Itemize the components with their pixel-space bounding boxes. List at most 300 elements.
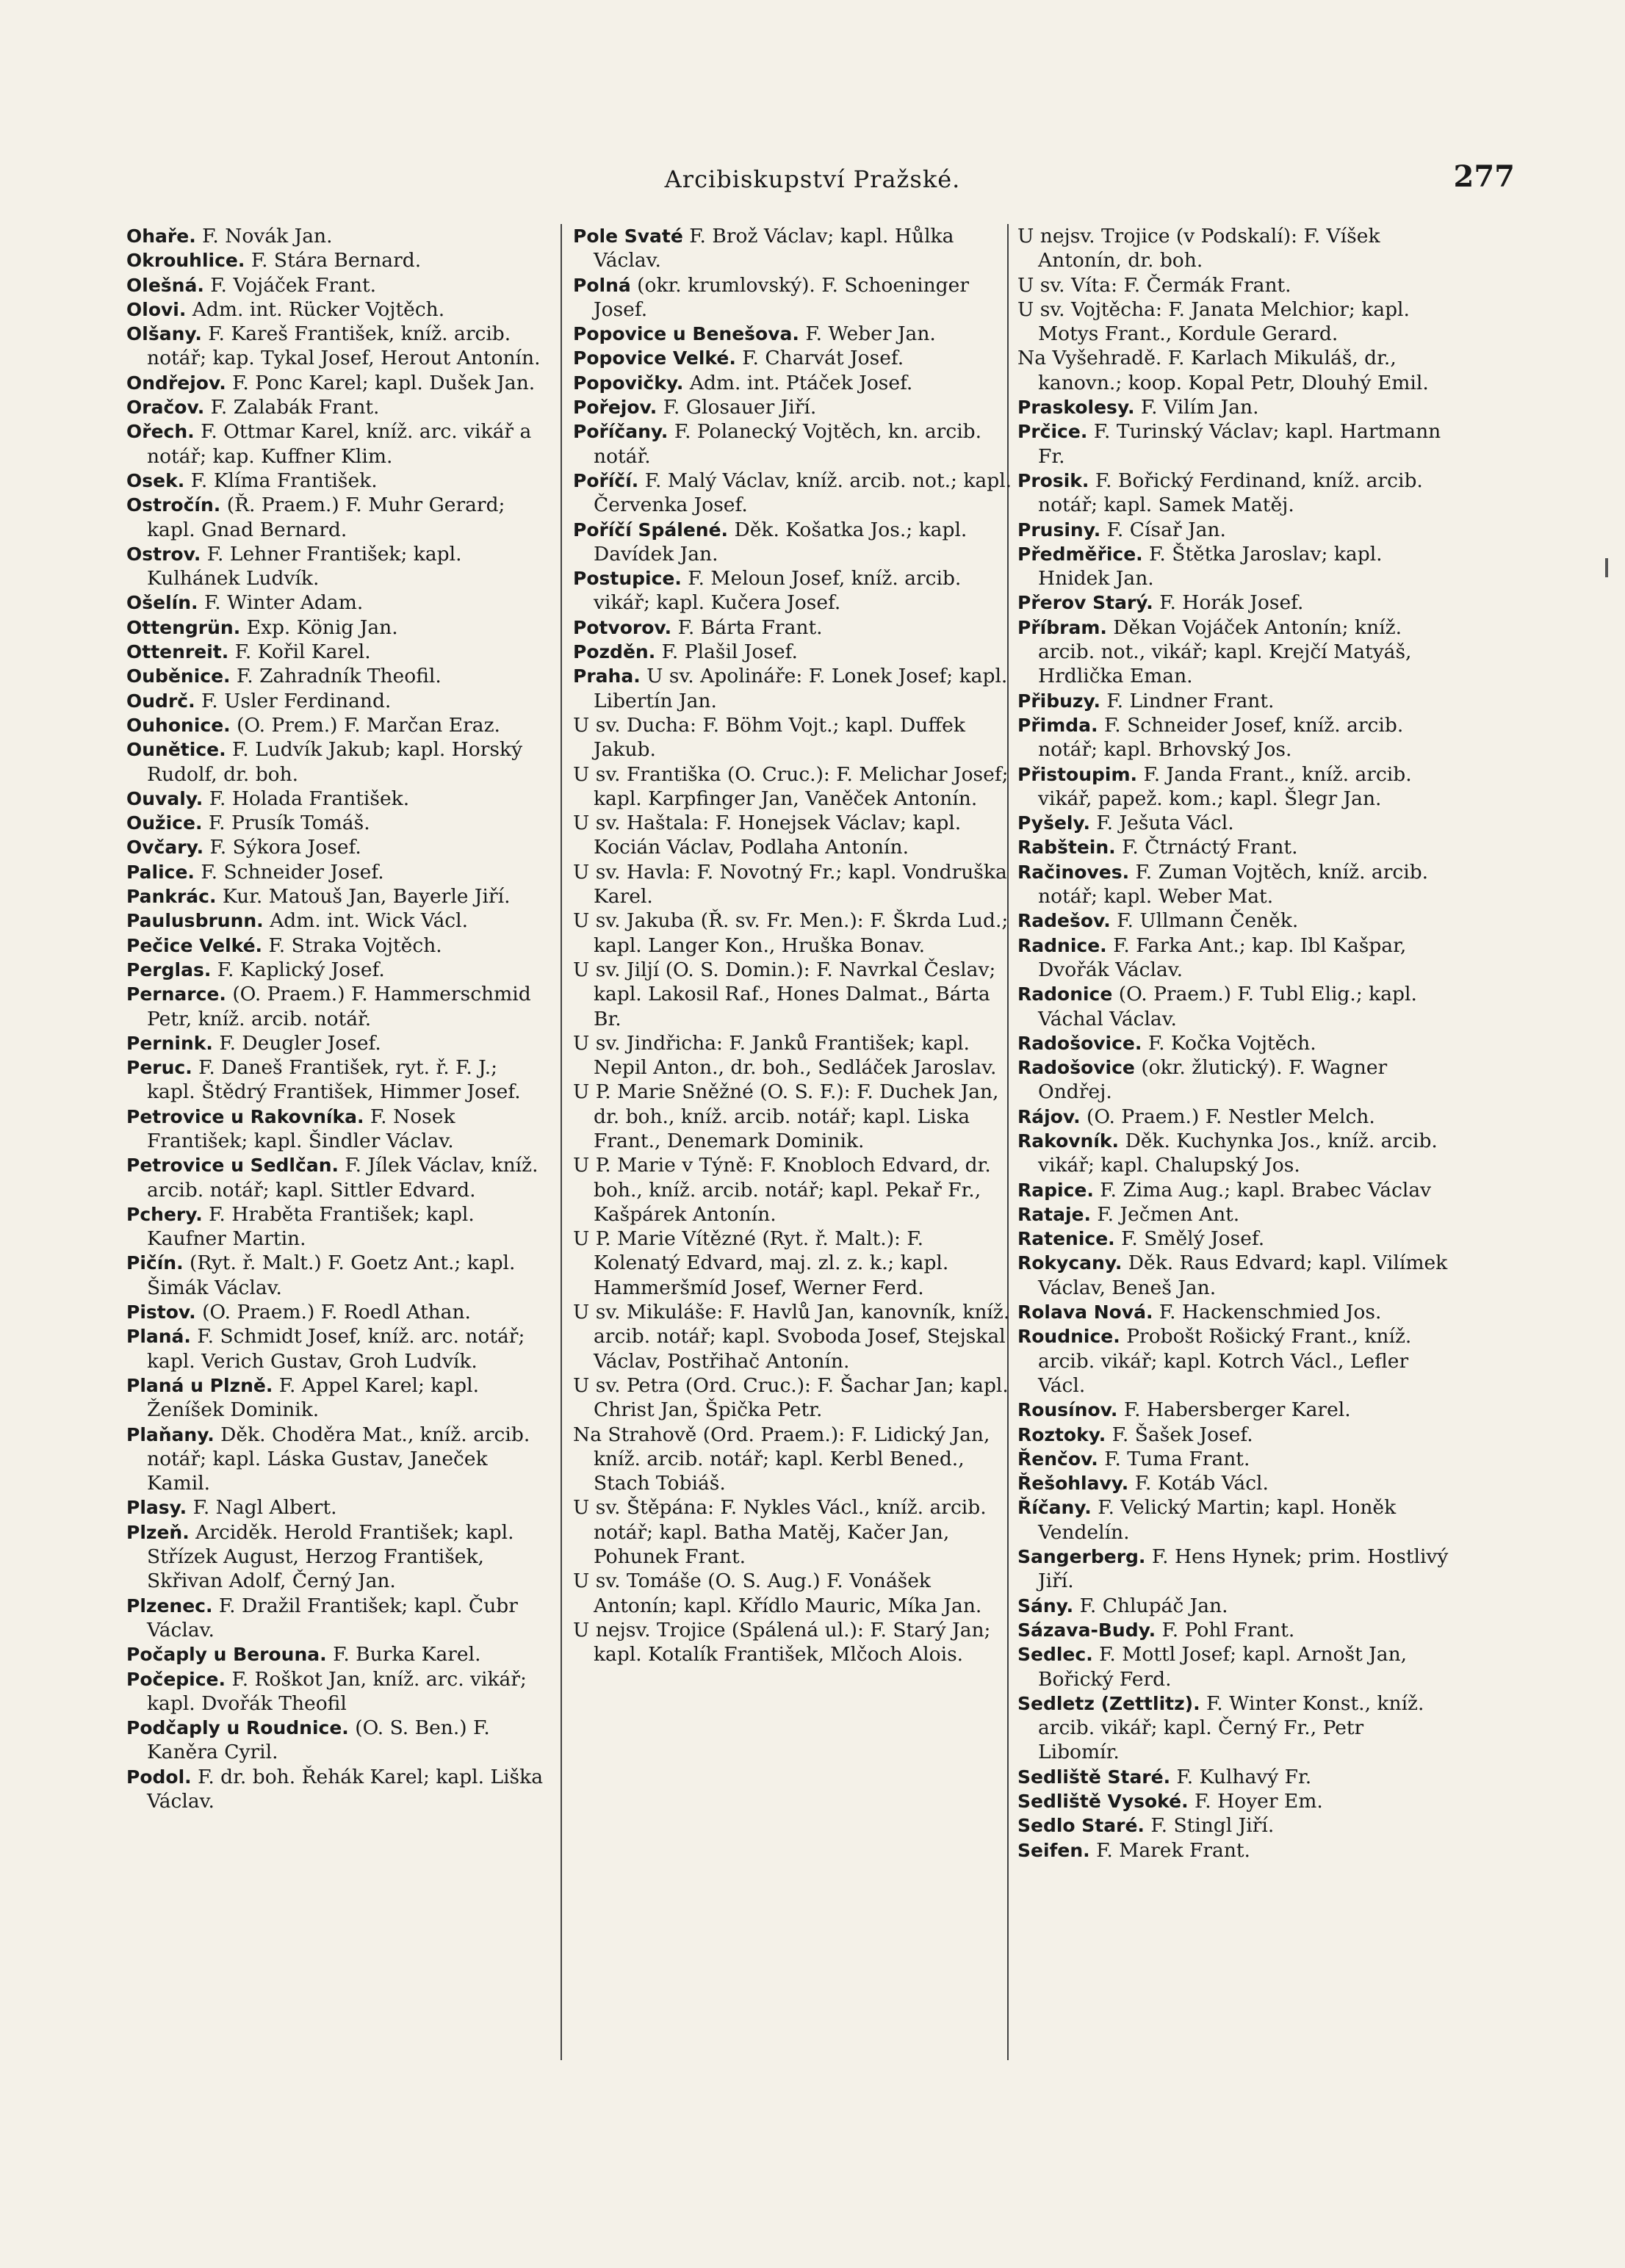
entry-text: F. Zima Aug.; kapl. Brabec Václav [1093, 1178, 1432, 1202]
entry-text: Exp. König Jan. [240, 615, 398, 639]
entry-text: U sv. Vojtěcha: F. Janata Melchior; kapl. Motys Frant., Kordule Gerard. [1017, 297, 1410, 346]
directory-entry [573, 322, 1014, 346]
directory-entry [126, 1251, 545, 1300]
entry-text: F. Jílek Václav, kníž. arcib. notář; kapl. Sittler Edvard. [147, 1154, 538, 1202]
entry-text: Arciděk. Herold František; kapl. Střízek August, Herzog František, Skřivan Adolf, Černý Jan. [147, 1520, 514, 1593]
directory-entry [1017, 1813, 1451, 1838]
directory-entry [126, 737, 545, 787]
directory-entry [126, 1423, 545, 1496]
place-name: Pernarce. [126, 983, 226, 1005]
place-name: Sedlec. [1017, 1644, 1093, 1666]
entry-text: F. Sýkora Josef. [203, 836, 361, 859]
directory-entry [1017, 1447, 1451, 1471]
directory-entry [1017, 1789, 1451, 1813]
entry-text: F. Habersberger Karel. [1117, 1398, 1351, 1422]
place-name: Říčany. [1017, 1497, 1092, 1519]
place-name: Potvorov. [573, 616, 672, 638]
directory-entry [573, 1423, 1014, 1496]
place-name: Paulusbrunn. [126, 910, 264, 932]
directory-entry [126, 493, 545, 542]
entry-text: F. Hens Hynek; prim. Hostlivý Jiří. [1038, 1545, 1449, 1593]
entry-text: U P. Marie v Týně: F. Knobloch Edvard, dr. boh., kníž. arcib. notář; kapl. Pekař Fr., Kašpárek Antonín. [573, 1154, 991, 1226]
entry-text: F. Ottmar Karel, kníž. arc. vikář a notář; kap. Kuffner Klim. [147, 420, 532, 468]
entry-text: F. Bořický Ferdinand, kníž. arcib. notář; kapl. Samek Matěj. [1038, 469, 1423, 517]
directory-entry [1017, 1178, 1451, 1202]
place-name: Petrovice u Rakovníka. [126, 1105, 364, 1127]
place-name: Ouvaly. [126, 787, 203, 809]
directory-entry [126, 224, 545, 248]
place-name: Popovice u Benešova. [573, 323, 799, 345]
entry-text: (O. Prem.) F. Marčan Eraz. [230, 713, 500, 737]
place-name: Rájov. [1017, 1105, 1081, 1127]
directory-entry [1017, 1227, 1451, 1251]
place-name: Ratenice. [1017, 1228, 1115, 1250]
place-name: Pyšely. [1017, 812, 1090, 834]
directory-entry [573, 224, 1014, 273]
entry-text: F. Plašil Josef. [655, 640, 798, 664]
directory-entry [1017, 1545, 1451, 1594]
place-name: Pankrác. [126, 886, 217, 908]
entry-text: F. Schneider Josef. [194, 860, 384, 884]
entry-text: F. Daneš František, ryt. ř. F. J.; kapl. Štědrý František, Himmer Josef. [147, 1056, 521, 1104]
entry-text: F. Zuman Vojtěch, kníž. arcib. notář; kapl. Weber Mat. [1038, 860, 1429, 909]
entry-text: F. Schmidt Josef, kníž. arc. notář; kapl. Verich Gustav, Groh Ludvík. [147, 1325, 525, 1373]
entry-text: U sv. Víta: F. Čermák Frant. [1017, 273, 1291, 297]
entry-text: U nejsv. Trojice (v Podskalí): F. Víšek Antonín, dr. boh. [1017, 225, 1380, 272]
entry-text: U sv. Františka (O. Cruc.): F. Melichar Josef; kapl. Karpfinger Jan, Vaněček Antonín. [573, 762, 1009, 810]
place-name: Přibuzy. [1017, 690, 1100, 712]
directory-entry [1017, 469, 1451, 518]
directory-entry [1017, 1838, 1451, 1863]
entry-text: Děkan Vojáček Antonín; kníž. arcib. not., vikář; kapl. Krejčí Matyáš, Hrdlička Eman. [1038, 615, 1412, 688]
directory-entry [1017, 1618, 1451, 1642]
place-name: Sedliště Staré. [1017, 1766, 1171, 1788]
place-name: Rousínov. [1017, 1399, 1118, 1421]
directory-entry [126, 1202, 545, 1252]
place-name: Přerov Starý. [1017, 592, 1153, 614]
place-name: Poříčany. [573, 421, 669, 443]
directory-entry [1017, 395, 1451, 419]
entry-text: (Ryt. ř. Malt.) F. Goetz Ant.; kapl. Šimák Václav. [147, 1252, 516, 1299]
entry-text: F. Štětka Jaroslav; kapl. Hnidek Jan. [1038, 542, 1383, 591]
directory-entry [573, 1569, 1014, 1618]
entry-text: F. Dražil František; kapl. Čubr Václav. [147, 1594, 518, 1642]
directory-entry [573, 909, 1014, 958]
entry-text: F. Stára Bernard. [245, 249, 422, 272]
entry-text: F. Kulhavý Fr. [1170, 1765, 1312, 1788]
entry-text: U sv. Havla: F. Novotný Fr.; kapl. Vondruška Karel. [573, 860, 1007, 909]
entry-text: (okr. krumlovský). F. Schoeninger Josef. [594, 273, 969, 321]
place-name: Popovice Velké. [573, 347, 736, 369]
place-name: Pistov. [126, 1301, 196, 1323]
directory-entry [1017, 1031, 1451, 1055]
place-name: Okrouhlice. [126, 250, 245, 272]
entry-text: F. Smělý Josef. [1114, 1227, 1265, 1251]
entry-text: Na Strahově (Ord. Praem.): F. Lidický Jan, kníž. arcib. notář; kapl. Kerbl Bened., Stach Tobiáš. [573, 1423, 990, 1495]
directory-entry [126, 615, 545, 640]
place-name: Plzenec. [126, 1595, 213, 1617]
place-name: Ondřejov. [126, 372, 226, 394]
directory-entry [126, 835, 545, 859]
entry-text: F. Deugler Josef. [212, 1031, 381, 1055]
entry-text: U sv. Petra (Ord. Cruc.): F. Šachar Jan; kapl. Christ Jan, Špička Petr. [573, 1373, 1009, 1422]
directory-entry [573, 762, 1014, 812]
place-name: Radešov. [1017, 910, 1111, 932]
entry-text: F. Ječmen Ant. [1090, 1202, 1240, 1226]
directory-entry [1017, 1594, 1451, 1618]
place-name: Podčaply u Roudnice. [126, 1717, 349, 1739]
entry-text: F. Chlupáč Jan. [1073, 1594, 1228, 1617]
entry-text: Na Vyšehradě. F. Karlach Mikuláš, dr., kanovn.; koop. Kopal Petr, Dlouhý Emil. [1017, 347, 1429, 394]
directory-entry [126, 542, 545, 591]
place-name: Praha. [573, 665, 641, 687]
directory-entry [126, 1324, 545, 1373]
place-name: Prosik. [1017, 469, 1089, 491]
place-name: Račinoves. [1017, 861, 1130, 883]
directory-entry [1017, 689, 1451, 713]
entry-text: F. Prusík Tomáš. [202, 812, 370, 835]
directory-entry [573, 713, 1014, 762]
entry-text: F. Pohl Frant. [1156, 1618, 1295, 1642]
directory-entry [573, 371, 1014, 395]
entry-text: F. Lehner František; kapl. Kulhánek Ludvík. [147, 542, 462, 591]
directory-entry [126, 787, 545, 811]
entry-text: (O. Praem.) F. Hammerschmid Petr, kníž. arcib. notář. [147, 983, 531, 1030]
place-name: Ořech. [126, 421, 195, 443]
directory-entry [1017, 933, 1451, 983]
directory-entry [573, 640, 1014, 664]
entry-text: F. Polanecký Vojtěch, kn. arcib. notář. [594, 420, 982, 468]
place-name: Ottenreit. [126, 641, 229, 663]
directory-entry [1017, 811, 1451, 835]
entry-text: Děk. Košatka Jos.; kapl. Davídek Jan. [594, 518, 968, 566]
place-name: Ostrov. [126, 543, 201, 565]
entry-text: U sv. Jiljí (O. S. Domin.): F. Navrkal Česlav; kapl. Lakosil Raf., Hones Dalmat., Bárta Br. [573, 958, 996, 1030]
entry-text: F. Bárta Frant. [671, 615, 823, 639]
directory-entry [573, 860, 1014, 909]
place-name: Radonice [1017, 983, 1113, 1005]
directory-entry [126, 689, 545, 713]
directory-entry [1017, 273, 1451, 297]
place-name: Příbram. [1017, 616, 1107, 638]
entry-text: F. Vojáček Frant. [203, 273, 377, 297]
directory-entry [126, 811, 545, 835]
directory-entry [573, 1227, 1014, 1300]
place-name: Pořejov. [573, 397, 657, 419]
place-name: Oudrč. [126, 690, 195, 712]
directory-entry [1017, 591, 1451, 615]
directory-entry [573, 664, 1014, 713]
entry-text: F. Ludvík Jakub; kapl. Horský Rudolf, dr. boh. [147, 738, 523, 786]
place-name: Sedlo Staré. [1017, 1815, 1145, 1837]
directory-entry [1017, 909, 1451, 933]
place-name: Ouběnice. [126, 665, 231, 687]
entry-text: U sv. Jindřicha: F. Janků František; kapl. Nepil Anton., dr. boh., Sedláček Jaroslav. [573, 1031, 997, 1080]
directory-entry [126, 1055, 545, 1105]
entry-text: (O. S. Ben.) F. Kaněra Cyril. [147, 1716, 490, 1764]
directory-entry [1017, 1691, 1451, 1765]
entry-text: F. Mottl Josef; kapl. Arnošt Jan, Bořický Ferd. [1038, 1643, 1408, 1691]
directory-entry [126, 1642, 545, 1666]
entry-text: Adm. int. Wick Václ. [263, 909, 469, 933]
directory-entry [573, 1031, 1014, 1080]
place-name: Rapice. [1017, 1179, 1094, 1201]
entry-text: F. Glosauer Jiří. [657, 396, 817, 419]
entry-text: F. Horák Josef. [1153, 591, 1304, 615]
entry-text: F. Tuma Frant. [1098, 1447, 1250, 1470]
place-name: Radnice. [1017, 934, 1107, 956]
place-name: Počepice. [126, 1668, 226, 1690]
directory-entry [126, 395, 545, 419]
directory-entry [573, 518, 1014, 567]
directory-entry [126, 419, 545, 469]
directory-entry [1017, 713, 1451, 762]
directory-entry [573, 346, 1014, 370]
entry-text: F. Zalabák Frant. [204, 396, 380, 419]
entry-text: F. Kaplický Josef. [211, 958, 385, 981]
directory-entry [1017, 835, 1451, 859]
directory-entry [126, 640, 545, 664]
entry-text: U P. Marie Vítězné (Ryt. ř. Malt.): F. Kolenatý Edvard, maj. zl. z. k.; kapl. Hammeršmíd Josef, Werner Ferd. [573, 1227, 949, 1299]
entry-text: U P. Marie Sněžné (O. S. F.): F. Duchek Jan, dr. boh., kníž. arcib. notář; kapl. Liska Frant., Denemark Dominik. [573, 1080, 999, 1152]
entry-text: F. Císař Jan. [1100, 518, 1226, 541]
place-name: Ovčary. [126, 837, 204, 859]
place-name: Ošelín. [126, 592, 198, 614]
place-name: Roztoky. [1017, 1423, 1106, 1445]
entry-text: Adm. int. Rücker Vojtěch. [186, 297, 445, 321]
directory-entry [1017, 615, 1451, 689]
entry-text: F. Winter Adam. [198, 591, 364, 615]
place-name: Ottengrün. [126, 616, 241, 638]
directory-entry [1017, 1055, 1451, 1105]
entry-text: F. Hraběta František; kapl. Kaufner Martin. [147, 1202, 475, 1251]
entry-text: F. Marek Frant. [1089, 1838, 1250, 1862]
entry-text: (O. Praem.) F. Nestler Melch. [1080, 1105, 1375, 1128]
directory-entry [1017, 1105, 1451, 1129]
entry-text: F. Kočka Vojtěch. [1142, 1031, 1316, 1055]
place-name: Planá. [126, 1326, 191, 1348]
entry-text: F. Roškot Jan, kníž. arc. vikář; kapl. Dvořák Theofil [147, 1667, 527, 1715]
place-name: Rakovník. [1017, 1130, 1120, 1152]
place-name: Přistoupim. [1017, 763, 1138, 785]
directory-entry [126, 933, 545, 958]
place-name: Oračov. [126, 397, 205, 419]
directory-entry [126, 958, 545, 982]
place-name: Peruc. [126, 1057, 192, 1079]
place-name: Radošovice. [1017, 1032, 1142, 1054]
directory-entry [1017, 518, 1451, 542]
directory-entry [126, 664, 545, 688]
place-name: Olovi. [126, 298, 187, 320]
entry-text: F. Stingl Jiří. [1144, 1814, 1275, 1838]
place-name: Pozděn. [573, 641, 656, 663]
place-name: Sangerberg. [1017, 1546, 1146, 1568]
directory-entry [1017, 1642, 1451, 1691]
directory-entry [1017, 224, 1451, 273]
entry-text: U sv. Ducha: F. Böhm Vojt.; kapl. Duffek Jakub. [573, 713, 965, 762]
place-name: Poříčí Spálené. [573, 519, 729, 541]
place-name: Sázava-Budy. [1017, 1619, 1156, 1641]
entry-text: F. Usler Ferdinand. [195, 689, 392, 712]
entry-text: F. Novák Jan. [195, 225, 333, 248]
directory-entry [1017, 542, 1451, 591]
directory-entry [1017, 860, 1451, 909]
entry-text: F. Klíma František. [184, 469, 378, 492]
entry-text: (Ř. Praem.) F. Muhr Gerard; kapl. Gnad Bernard. [147, 494, 505, 541]
place-name: Ouhonice. [126, 714, 231, 736]
entry-text: U nejsv. Trojice (Spálená ul.): F. Starý Jan; kapl. Kotalík František, Mlčoch Alois. [573, 1618, 991, 1666]
place-name: Předměřice. [1017, 543, 1143, 565]
place-name: Postupice. [573, 568, 682, 590]
directory-entry [573, 1080, 1014, 1153]
directory-entry [126, 1300, 545, 1324]
place-name: Pole Svaté [573, 225, 683, 247]
entry-text: F. Burka Karel. [326, 1643, 481, 1666]
directory-entry [126, 591, 545, 615]
entry-text: U sv. Mikuláše: F. Havlů Jan, kanovník, kníž. arcib. notář; kapl. Svoboda Josef, Stejskal Václav, Postřihač Antonín. [573, 1301, 1010, 1373]
place-name: Planá u Plzně. [126, 1374, 273, 1396]
place-name: Oužice. [126, 812, 203, 834]
place-name: Palice. [126, 861, 195, 883]
directory-entry [1017, 1471, 1451, 1495]
place-name: Osek. [126, 469, 185, 491]
entry-text: F. Schneider Josef, kníž. arcib. notář; kapl. Brhovský Jos. [1038, 713, 1404, 762]
directory-entry [126, 982, 545, 1031]
place-name: Rataje. [1017, 1203, 1091, 1225]
directory-entry [573, 469, 1014, 518]
directory-entry [573, 566, 1014, 615]
scan-mark [1605, 558, 1608, 577]
place-name: Olešná. [126, 274, 204, 296]
directory-entry [573, 1373, 1014, 1423]
directory-entry [1017, 346, 1451, 395]
directory-entry [126, 909, 545, 933]
entry-text: U sv. Tomáše (O. S. Aug.) F. Vonášek Antonín; kapl. Křídlo Mauric, Míka Jan. [573, 1570, 982, 1617]
entry-text: F. Čtrnáctý Frant. [1115, 836, 1298, 859]
column-divider [561, 224, 562, 2060]
directory-entry [126, 1667, 545, 1716]
directory-entry [126, 371, 545, 395]
entry-text: Děk. Kuchynka Jos., kníž. arcib. vikář; kapl. Chalupský Jos. [1038, 1129, 1438, 1177]
directory-entry [1017, 1300, 1451, 1324]
place-name: Podol. [126, 1766, 192, 1788]
directory-entry [1017, 297, 1451, 347]
directory-entry [1017, 419, 1451, 469]
entry-text: F. Straka Vojtěch. [262, 933, 442, 957]
place-name: Radošovice [1017, 1057, 1135, 1079]
entry-text: Děk. Choděra Mat., kníž. arcib. notář; kapl. Láska Gustav, Janeček Kamil. [147, 1423, 530, 1495]
entry-text: F. dr. boh. Řehák Karel; kapl. Liška Václav. [147, 1765, 543, 1813]
entry-text: F. Hoyer Em. [1188, 1790, 1323, 1813]
directory-entry [126, 1373, 545, 1423]
directory-entry [573, 615, 1014, 640]
directory-entry [126, 1495, 545, 1520]
place-name: Popovičky. [573, 372, 684, 394]
entry-text: F. Lindner Frant. [1100, 689, 1275, 712]
directory-entry [126, 884, 545, 909]
directory-entry [126, 1594, 545, 1643]
directory-entry [1017, 1324, 1451, 1398]
directory-entry [126, 322, 545, 371]
place-name: Rokycany. [1017, 1252, 1123, 1274]
place-name: Perglas. [126, 958, 212, 980]
entry-text: F. Kareš František, kníž. arcib. notář; kap. Tykal Josef, Herout Antonín. [147, 322, 541, 370]
entry-text: F. Charvát Josef. [735, 347, 904, 370]
directory-entry [1017, 1251, 1451, 1300]
directory-entry [1017, 1423, 1451, 1447]
place-name: Olšany. [126, 323, 202, 345]
place-name: Petrovice u Sedlčan. [126, 1155, 339, 1177]
page-number: 277 [1453, 159, 1515, 194]
place-name: Pečice Velké. [126, 934, 263, 956]
place-name: Ohaře. [126, 225, 196, 247]
place-name: Plasy. [126, 1497, 187, 1519]
place-name: Praskolesy. [1017, 397, 1135, 419]
directory-entry [126, 1105, 545, 1154]
directory-entry [573, 1153, 1014, 1227]
entry-text: F. Winter Konst., kníž. arcib. vikář; kapl. Černý Fr., Petr Libomír. [1038, 1691, 1424, 1764]
directory-entry [126, 273, 545, 297]
place-name: Plzeň. [126, 1521, 190, 1543]
entry-text: U sv. Jakuba (Ř. sv. Fr. Men.): F. Škrda Lud.; kapl. Langer Kon., Hruška Bonav. [573, 909, 1009, 957]
directory-entry [573, 811, 1014, 860]
entry-text: F. Turinský Václav; kapl. Hartmann Fr. [1038, 420, 1441, 468]
entry-text: F. Zahradník Theofil. [230, 665, 442, 688]
directory-entry [126, 1520, 545, 1594]
entry-text: F. Ponc Karel; kapl. Dušek Jan. [226, 371, 536, 394]
entry-text: F. Velický Martin; kapl. Honěk Vendelín. [1038, 1496, 1397, 1544]
directory-entry [126, 713, 545, 737]
column-2 [573, 224, 1014, 1667]
entry-text: F. Janda Frant., kníž. arcib. vikář, papež. kom.; kapl. Šlegr Jan. [1038, 762, 1412, 810]
place-name: Rolava Nová. [1017, 1301, 1153, 1323]
directory-entry [126, 297, 545, 322]
page-header [0, 159, 1625, 209]
directory-entry [126, 1765, 545, 1814]
place-name: Pernink. [126, 1032, 213, 1054]
place-name: Prčice. [1017, 421, 1088, 443]
column-3 [1017, 224, 1451, 1863]
entry-text: F. Kotáb Václ. [1128, 1472, 1269, 1495]
directory-entry [1017, 1398, 1451, 1422]
running-title: Arcibiskupství Pražské. [664, 165, 961, 193]
place-name: Ostročín. [126, 494, 221, 516]
place-name: Přimda. [1017, 714, 1098, 736]
entry-text: F. Malý Václav, kníž. arcib. not.; kapl. Červenka Josef. [594, 469, 1012, 517]
entry-text: Adm. int. Ptáček Josef. [683, 371, 913, 394]
entry-text: F. Ullmann Čeněk. [1110, 909, 1299, 933]
directory-entry [126, 1716, 545, 1765]
entry-text: U sv. Haštala: F. Honejsek Václav; kapl. Kocián Václav, Podlaha Antonín. [573, 812, 962, 859]
directory-entry [573, 958, 1014, 1031]
entry-text: Probošt Rošický Frant., kníž. arcib. vikář; kapl. Kotrch Václ., Lefler Václ. [1038, 1325, 1412, 1397]
column-1 [126, 224, 545, 1813]
directory-entry [126, 469, 545, 493]
place-name: Sedliště Vysoké. [1017, 1791, 1189, 1812]
place-name: Prusiny. [1017, 519, 1101, 541]
directory-entry [573, 419, 1014, 469]
entry-text: F. Nosek František; kapl. Šindler Václav. [147, 1105, 455, 1152]
entry-text: F. Holada František. [203, 787, 410, 810]
directory-entry [126, 1153, 545, 1202]
place-name: Řešohlavy. [1017, 1473, 1129, 1495]
directory-entry [573, 1618, 1014, 1667]
entry-text: F. Meloun Josef, kníž. arcib. vikář; kapl. Kučera Josef. [594, 567, 962, 615]
entry-text: F. Brož Václav; kapl. Hůlka Václav. [594, 225, 954, 272]
entry-text: (O. Praem.) F. Roedl Athan. [195, 1301, 471, 1324]
place-name: Počaply u Berouna. [126, 1644, 327, 1666]
entry-text: F. Šašek Josef. [1106, 1423, 1253, 1446]
